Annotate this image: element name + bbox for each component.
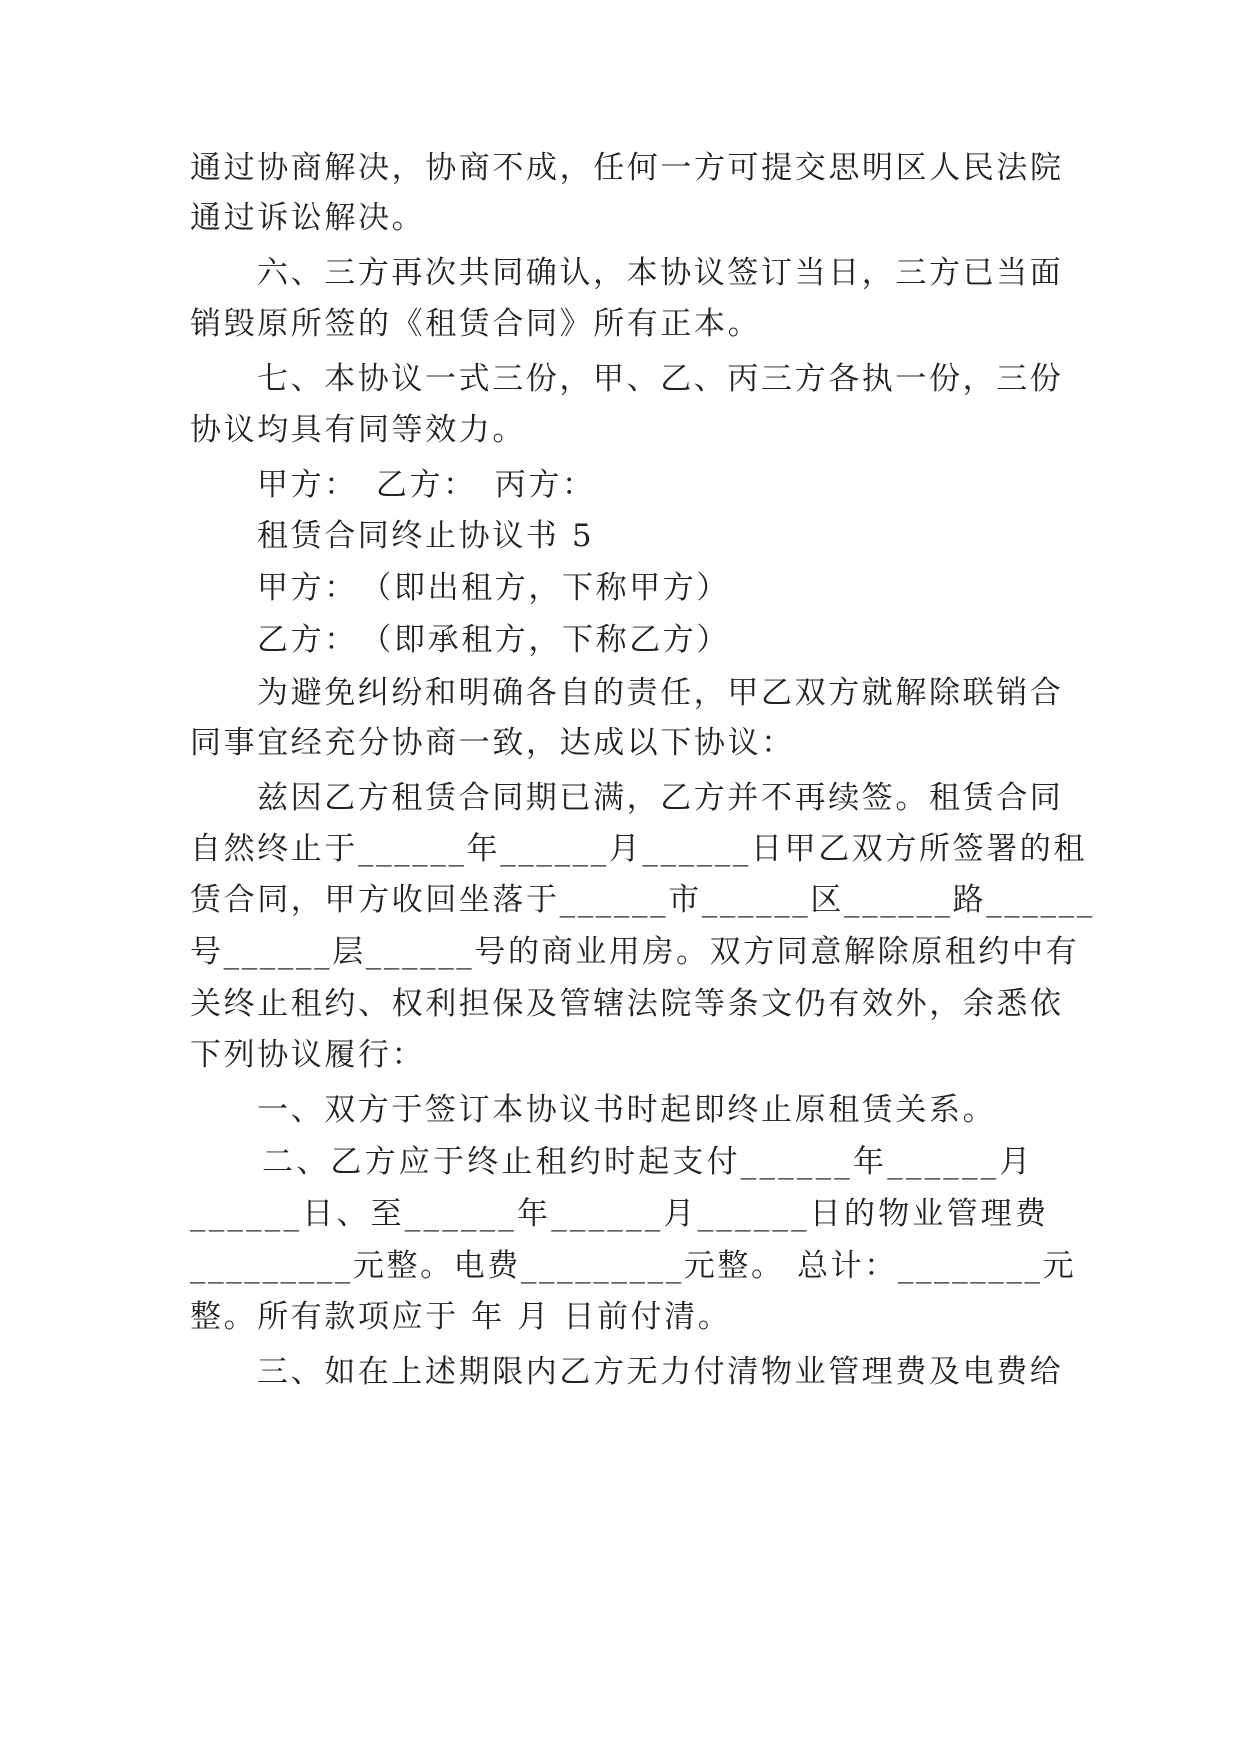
party-b-line: 乙方： （即承租方，下称乙方） [257, 622, 730, 658]
body-line-1: 兹因乙方租赁合同期已满，乙方并不再续签。租赁合同 [257, 780, 1064, 816]
clause-six-line-1: 六、三方再次共同确认，本协议签订当日，三方已当面 [257, 255, 1064, 291]
clause-two-line-3: _________元整。电费_________元整。 总计：________元 [190, 1248, 1077, 1284]
text-line-1: 通过协商解决，协商不成，任何一方可提交思明区人民法院 [190, 150, 1064, 186]
clause-one: 一、双方于签订本协议书时起即终止原租赁关系。 [257, 1092, 997, 1128]
clause-seven-line-2: 协议均具有同等效力。 [190, 412, 526, 448]
body-line-3: 赁合同，甲方收回坐落于______市______区______路______ [190, 882, 1095, 918]
section-title: 租赁合同终止协议书 5 [257, 518, 595, 554]
clause-two-line-4: 整。所有款项应于 年 月 日前付清。 [190, 1299, 732, 1335]
body-line-4: 号______层______号的商业用房。双方同意解除原租约中有 [190, 934, 1080, 970]
preamble-line-1: 为避免纠纷和明确各自的责任，甲乙双方就解除联销合 [257, 675, 1064, 711]
clause-two-line-1: 二、乙方应于终止租约时起支付______年______月 [262, 1144, 1034, 1180]
clause-six-line-2: 销毁原所签的《租赁合同》所有正本。 [190, 306, 762, 342]
clause-seven-line-1: 七、本协议一式三份，甲、乙、丙三方各执一份，三份 [257, 361, 1064, 397]
clause-two-line-2: ______日、至______年______月______日的物业管理费 [190, 1196, 1050, 1232]
clause-three-line-1: 三、如在上述期限内乙方无力付清物业管理费及电费给 [257, 1354, 1064, 1390]
body-line-2: 自然终止于______年______月______日甲乙双方所签署的租 [190, 831, 1087, 867]
signature-parties: 甲方： 乙方： 丙方： [257, 467, 596, 503]
text-line-2: 通过诉讼解决。 [190, 200, 426, 236]
body-line-5: 关终止租约、权利担保及管辖法院等条文仍有效外，余悉依 [190, 986, 1064, 1022]
body-line-6: 下列协议履行： [190, 1037, 426, 1073]
party-a-line: 甲方： （即出租方，下称甲方） [257, 570, 730, 606]
preamble-line-2: 同事宜经充分协商一致，达成以下协议： [190, 725, 795, 761]
